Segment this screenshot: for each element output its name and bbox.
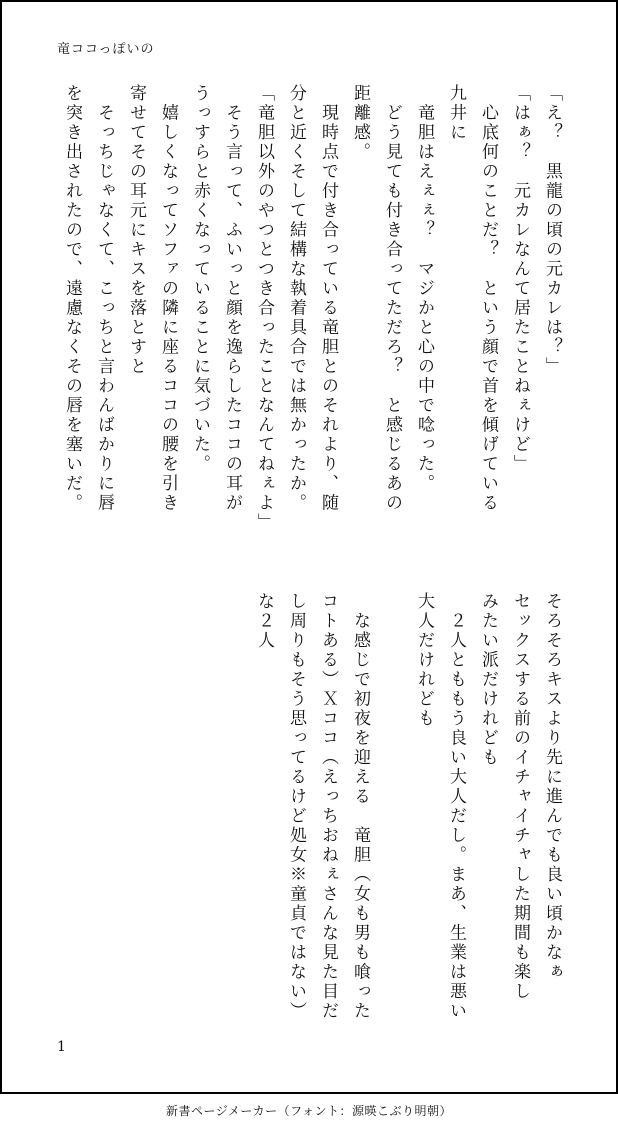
text-line: コトある）Ｘココ（えっちおねぇさんな見た目だ — [318, 592, 338, 1021]
text-line: 大人だけれども — [414, 592, 434, 729]
text-line: ２人とももう良い大人だし。まあ、生業は悪い — [446, 592, 466, 1021]
text-line: を突き出されたので、遠慮なくその唇を塞いだ。 — [62, 84, 82, 513]
text-line: 分と近くそして結構な執着具合では無かったか。 — [286, 84, 306, 513]
lower-text-block — [248, 592, 568, 1062]
blank-line — [376, 592, 408, 1062]
text-line: 心底何のことだ？ という顔で首を傾げている — [478, 84, 498, 513]
text-line: うっすらと赤くなっていることに気づいた。 — [190, 84, 210, 474]
text-line: 寄せてその耳元にキスを落とすと — [126, 84, 146, 377]
text-line: どう見ても付き合ってただろ？ と感じるあの — [382, 84, 402, 513]
text-line: 距離感。 — [350, 84, 370, 162]
upper-text-block — [56, 84, 568, 554]
text-line: みたい派だけれども — [478, 592, 498, 768]
text-line: そう言って、ふいっと顔を逸らしたココの耳が — [222, 84, 242, 513]
text-line: セックスする前のイチャイチャした期間も楽し — [510, 592, 530, 1002]
text-line: な感じで初夜を迎える 竜胆（女も男も喰った — [350, 592, 370, 1021]
text-line: 「え？ 黒龍の頃の元カレは？」 — [542, 84, 562, 377]
text-line: そっちじゃなくて、こっちと言わんばかりに唇 — [94, 84, 114, 513]
footer-credit: 新書ページメーカー（フォント：源暎こぶり明朝） — [165, 1104, 453, 1118]
text-line: 竜胆はえぇぇ？ マジかと心の中で唸った。 — [414, 84, 434, 494]
text-line: な２人 — [254, 592, 274, 651]
page-title: 竜ココっぽいの — [57, 42, 155, 57]
text-line: 現時点で付き合っている竜胆とのそれより、随 — [318, 84, 338, 513]
text-line: そろそろキスより先に進んでも良い頃かなぁ — [542, 592, 562, 982]
text-line: 「竜胆以外のやつとつき合ったことなんてねぇよ」 — [254, 84, 274, 533]
page-number: 1 — [57, 1039, 66, 1055]
text-line: し周りもそう思ってるけど処女※童貞ではない） — [286, 592, 306, 1021]
text-line: 「はぁ？ 元カレなんて居たことねぇけど」 — [510, 84, 530, 474]
text-line: 嬉しくなってソファの隣に座るココの腰を引き — [158, 84, 178, 513]
text-line: 九井に — [446, 84, 466, 143]
